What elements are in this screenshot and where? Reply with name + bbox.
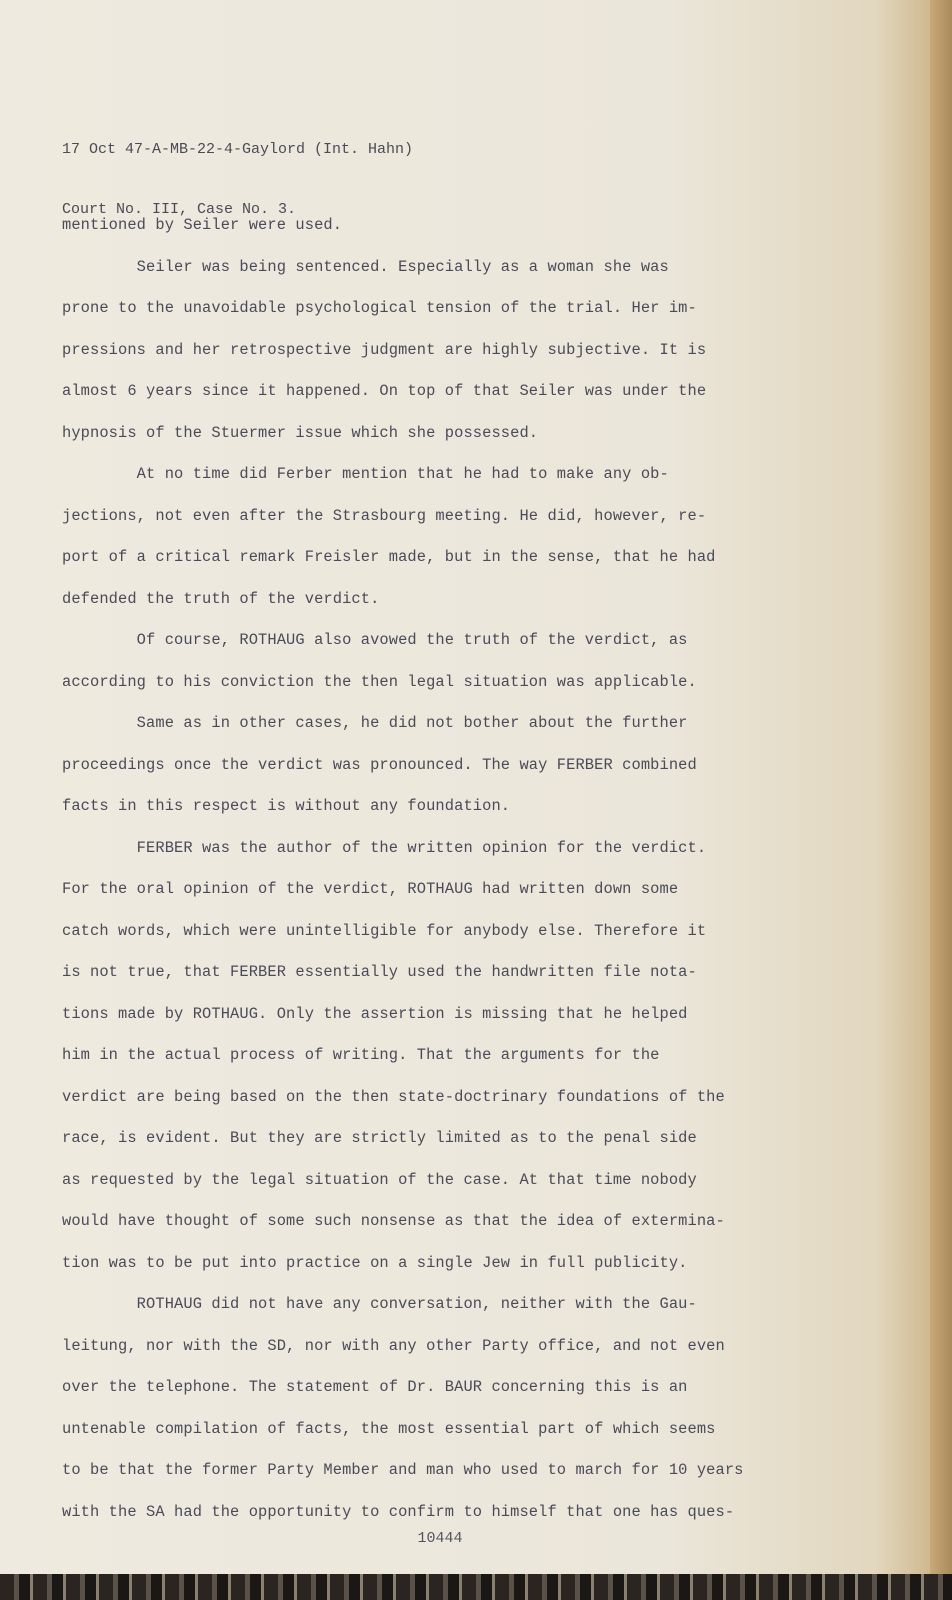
text-line: For the oral opinion of the verdict, ROTHAUG had written down some (62, 880, 679, 898)
text-line: defended the truth of the verdict. (62, 589, 380, 608)
page-edge-shadow (930, 0, 952, 1600)
text-line: tion was to be put into practice on a single Jew in full publicity. (62, 1253, 688, 1272)
text-line: port of a critical remark Freisler made, but in the sense, that he had (62, 548, 716, 566)
text-line: ROTHAUG did not have any conversation, neither with the Gau- (62, 1295, 697, 1313)
text-line: catch words, which were unintelligible for anybody else. Therefore it (62, 921, 707, 940)
text-line: according to his conviction the then legal situation was applicable. (62, 672, 697, 691)
header-line-2: Court No. III, Case No. 3. (62, 201, 297, 218)
text-line: with the SA had the opportunity to confirm to himself that one has ques- (62, 1502, 735, 1521)
text-line: verdict are being based on the then state-doctrinary foundations of the (62, 1087, 725, 1106)
text-line: Of course, ROTHAUG also avowed the truth of the verdict, as (62, 631, 688, 649)
text-line: Seiler was being sentenced. Especially as a woman she was (62, 257, 669, 276)
text-line: proceedings once the verdict was pronounced. The way FERBER combined (62, 755, 697, 774)
text-line: Same as in other cases, he did not bother about the further (62, 714, 688, 732)
text-line: would have thought of some such nonsense as that the idea of extermina- (62, 1212, 725, 1230)
text-line: almost 6 years since it happened. On top of that Seiler was under the (62, 382, 707, 400)
text-line: pressions and her retrospective judgment are highly subjective. It is (62, 340, 707, 359)
text-line: prone to the unavoidable psychological tension of the trial. Her im- (62, 299, 697, 317)
text-line: is not true, that FERBER essentially used the handwritten file nota- (62, 963, 697, 981)
scan-bottom-edge (0, 1574, 952, 1600)
text-line: to be that the former Party Member and man who used to march for 10 years (62, 1461, 744, 1479)
text-line: facts in this respect is without any foundation. (62, 797, 511, 815)
text-line: hypnosis of the Stuermer issue which she possessed. (62, 423, 539, 442)
text-line: jections, not even after the Strasbourg meeting. He did, however, re- (62, 506, 707, 525)
text-line: At no time did Ferber mention that he had to make any ob- (62, 465, 669, 483)
text-line: FERBER was the author of the written opinion for the verdict. (62, 838, 707, 857)
text-line: untenable compilation of facts, the most essential part of which seems (62, 1419, 716, 1438)
page-number: 10444 (417, 1530, 463, 1547)
text-line: race, is evident. But they are strictly limited as to the penal side (62, 1129, 697, 1147)
text-line: him in the actual process of writing. That the arguments for the (62, 1046, 660, 1064)
text-line: as requested by the legal situation of the case. At that time nobody (62, 1170, 697, 1189)
header-line-1: 17 Oct 47-A-MB-22-4-Gaylord (Int. Hahn) (62, 141, 414, 158)
text-line: over the telephone. The statement of Dr. BAUR concerning this is an (62, 1378, 688, 1396)
body-text (62, 205, 822, 1533)
text-line: tions made by ROTHAUG. Only the assertion is missing that he helped (62, 1004, 688, 1023)
text-line: mentioned by Seiler were used. (62, 216, 343, 234)
text-line: leitung, nor with the SD, nor with any other Party office, and not even (62, 1336, 725, 1355)
